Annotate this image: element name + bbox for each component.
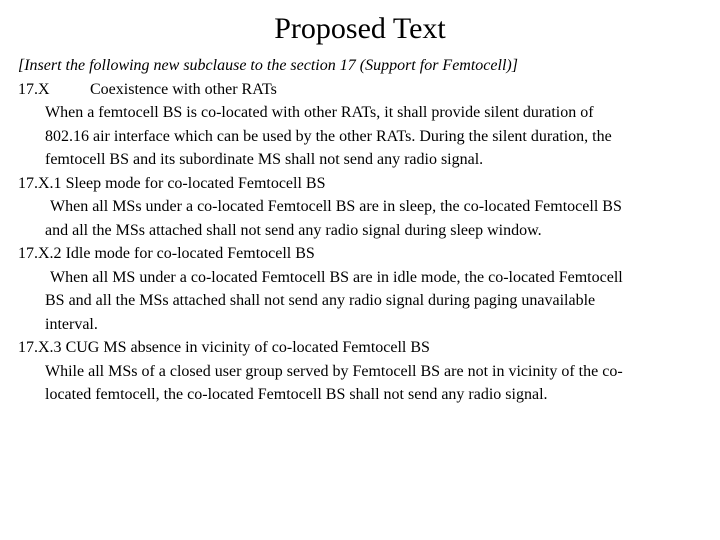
section-17x3-line-1: While all MSs of a closed user group served by Femtocell BS are not in vicinity of the co- bbox=[45, 362, 623, 380]
section-title: Sleep mode for co-located Femtocell BS bbox=[65, 174, 326, 192]
section-title: Idle mode for co-located Femtocell BS bbox=[65, 245, 315, 262]
slide-title: Proposed Text bbox=[274, 12, 446, 45]
section-heading-17x3 bbox=[18, 336, 708, 360]
section-17x1-line-2: and all the MSs attached shall not send any radio signal during sleep window. bbox=[45, 221, 542, 239]
section-number: 17.X bbox=[18, 80, 50, 98]
section-heading-17x bbox=[18, 78, 708, 102]
section-17x-line-1: When a femtocell BS is co-located with other RATs, it shall provide silent duration of bbox=[45, 104, 594, 121]
section-17x1-line-1: When all MSs under a co-located Femtocell BS are in sleep, the co-located Femtocell BS bbox=[50, 198, 622, 215]
section-title: Coexistence with other RATs bbox=[90, 80, 277, 98]
section-17x2-line-2: BS and all the MSs attached shall not send any radio signal during paging unavailable bbox=[45, 292, 596, 309]
section-number: 17.X.2 bbox=[18, 245, 62, 262]
section-17x-line-3: femtocell BS and its subordinate MS shall not send any radio signal. bbox=[45, 151, 484, 168]
section-17x3-line-2: located femtocell, the co-located Femtocell BS shall not send any radio signal. bbox=[45, 386, 548, 403]
section-heading-17x2 bbox=[18, 242, 708, 266]
slide-body bbox=[18, 54, 708, 407]
section-17x2-line-3: interval. bbox=[45, 315, 98, 333]
insert-instruction: [Insert the following new subclause to the section 17 (Support for Femtocell)] bbox=[18, 57, 518, 74]
section-17x-line-2: 802.16 air interface which can be used by the other RATs. During the silent duration, the bbox=[45, 127, 612, 145]
section-number: 17.X.3 bbox=[18, 339, 62, 356]
section-heading-17x1 bbox=[18, 172, 708, 196]
section-title: CUG MS absence in vicinity of co-located Femtocell BS bbox=[65, 339, 430, 356]
section-17x2-line-1: When all MS under a co-located Femtocell BS are in idle mode, the co-located Femtocell bbox=[50, 268, 623, 286]
section-number: 17.X.1 bbox=[18, 174, 62, 192]
